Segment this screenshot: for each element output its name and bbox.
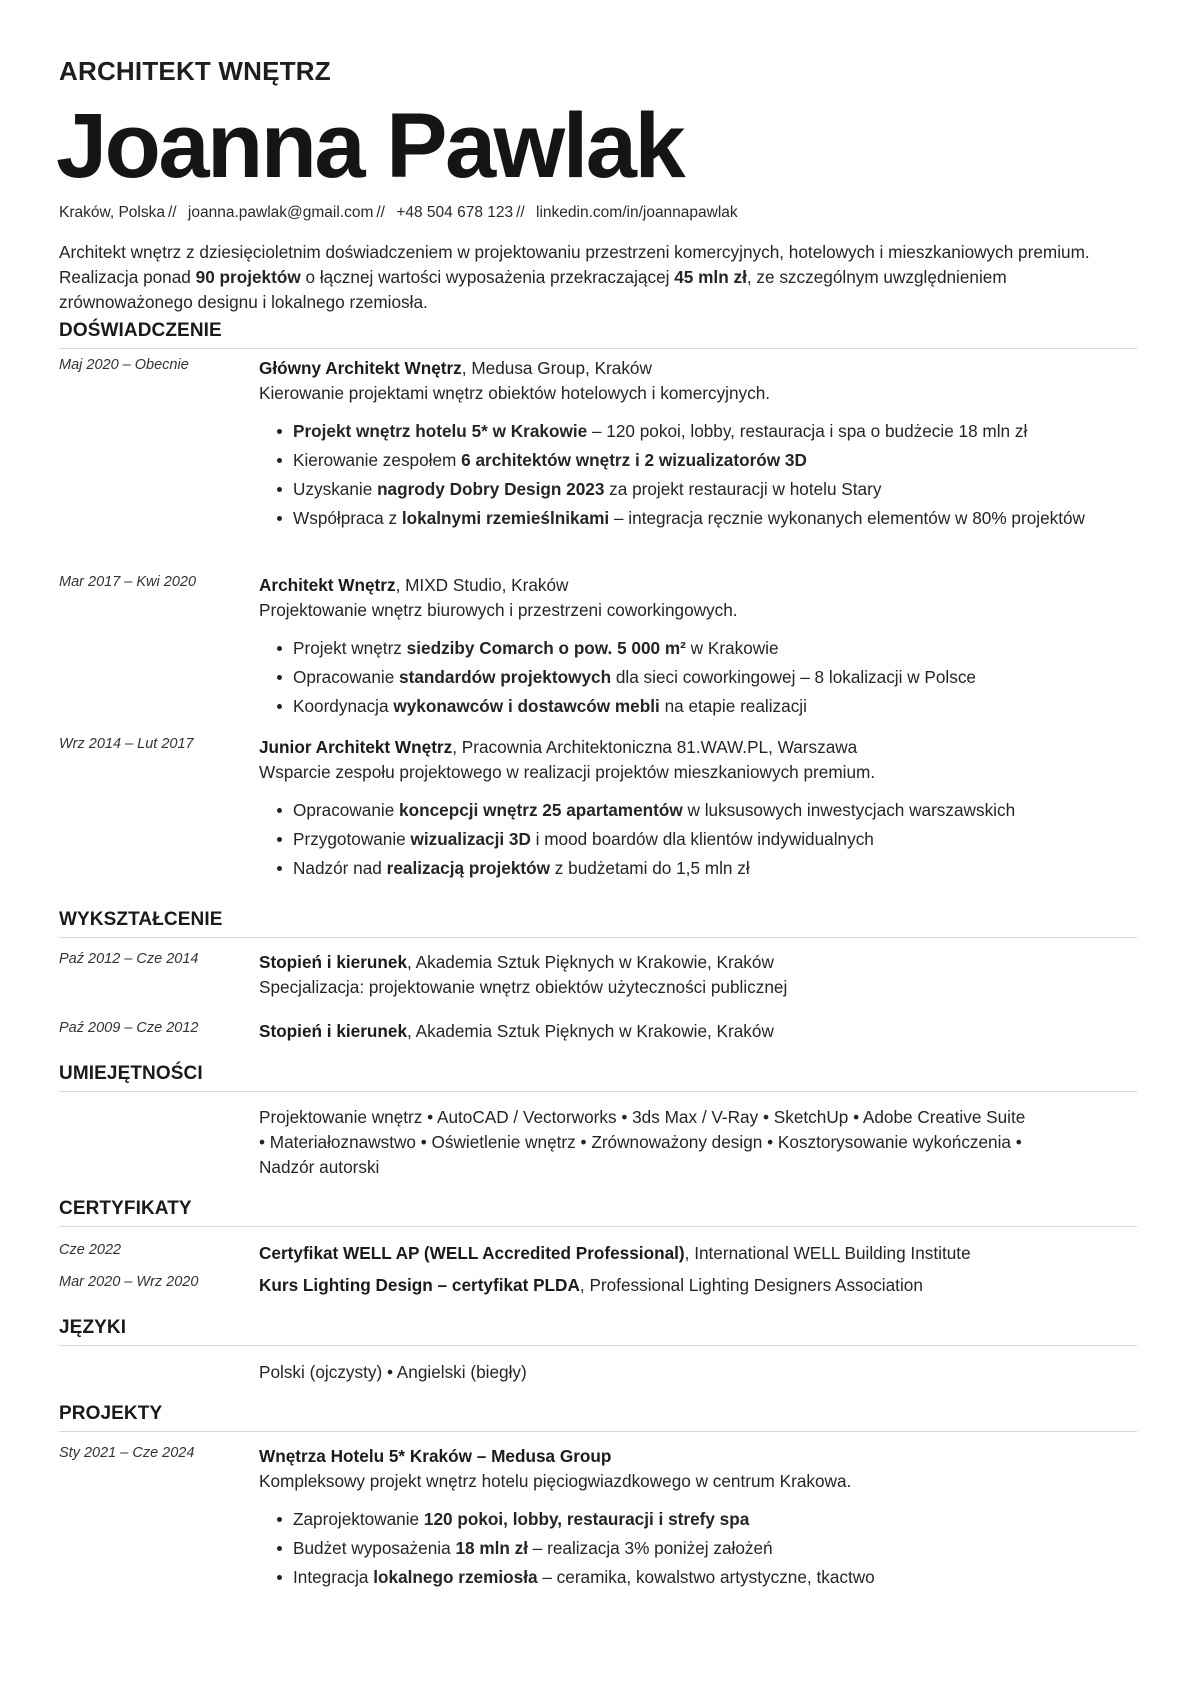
emphasis-text: 18 mln zł xyxy=(455,1538,529,1558)
entry-date: Wrz 2014 – Lut 2017 xyxy=(59,736,194,752)
contact-line xyxy=(59,204,738,222)
entry-date: Paź 2012 – Cze 2014 xyxy=(59,951,199,967)
contact-email[interactable]: joanna.pawlak@gmail.com xyxy=(187,204,374,221)
entry-date: Mar 2020 – Wrz 2020 xyxy=(59,1274,199,1290)
emphasis-text: 120 pokoi, lobby, restauracji i strefy spa xyxy=(423,1509,750,1529)
body-text: na etapie realizacji xyxy=(659,696,807,716)
bullet-item xyxy=(293,504,1137,533)
entry-bullets xyxy=(259,634,1137,721)
entry-date: Sty 2021 – Cze 2024 xyxy=(59,1445,195,1461)
entry-place: , Akademia Sztuk Pięknych w Krakowie, Kraków xyxy=(407,952,774,972)
body-text: Współpraca z xyxy=(293,508,402,528)
skills-line: • Materiałoznawstwo • Oświetlenie wnętrz • Zrównoważony design • Kosztorysowanie wykończenia • xyxy=(259,1132,1022,1152)
body-text: Opracowanie xyxy=(293,667,400,687)
body-text: i mood boardów dla klientów indywidualnych xyxy=(530,829,874,849)
entry-place: , MIXD Studio, Kraków xyxy=(395,575,569,595)
entry-bullets xyxy=(259,1505,1137,1592)
entry-description: Kierowanie projektami wnętrz obiektów hotelowych i komercyjnych. xyxy=(259,383,771,403)
section-heading-certificates: CERTYFIKATY xyxy=(59,1198,1137,1227)
section-heading-projects: PROJEKTY xyxy=(59,1403,1137,1432)
contact-separator: // xyxy=(516,204,525,221)
emphasis-text: koncepcji wnętrz 25 apartamentów xyxy=(399,800,683,820)
entry-body xyxy=(259,735,1137,883)
body-text: Nadzór nad xyxy=(293,858,387,878)
entry-place: , Professional Lighting Designers Association xyxy=(579,1275,923,1295)
entry-description: Wsparcie zespołu projektowego w realizacji projektów mieszkaniowych premium. xyxy=(259,762,876,782)
entry-body xyxy=(259,573,1137,721)
entry-role: Główny Architekt Wnętrz xyxy=(259,358,462,378)
entry-role: Stopień i kierunek xyxy=(259,952,408,972)
body-text: – integracja ręcznie wykonanych elementów w 80% projektów xyxy=(609,508,1085,528)
entry-title xyxy=(259,950,1137,975)
bullet-item xyxy=(293,796,1137,825)
body-text: – 120 pokoi, lobby, restauracja i spa o budżecie 18 mln zł xyxy=(587,421,1028,441)
body-text: Przygotowanie xyxy=(293,829,411,849)
contact-phone[interactable]: +48 504 678 123 xyxy=(396,204,514,221)
contact-linkedin[interactable]: linkedin.com/in/joannapawlak xyxy=(536,204,738,221)
section-heading-languages: JĘZYKI xyxy=(59,1317,1137,1346)
emphasis-text: Projekt wnętrz hotelu 5* w Krakowie xyxy=(293,421,588,441)
emphasis-text: wizualizacji 3D xyxy=(410,829,531,849)
entry-title xyxy=(259,1273,1137,1298)
contact-location: Kraków, Polska xyxy=(59,204,165,221)
entry-body xyxy=(259,1019,1137,1044)
entry-bullets xyxy=(259,796,1137,883)
entry-role: Junior Architekt Wnętrz xyxy=(259,737,453,757)
entry-place: , Pracownia Architektoniczna 81.WAW.PL, Warszawa xyxy=(452,737,858,757)
bullet-item xyxy=(293,825,1137,854)
section-heading-skills: UMIEJĘTNOŚCI xyxy=(59,1063,1137,1092)
entry-place: , International WELL Building Institute xyxy=(684,1243,971,1263)
entry-role: Wnętrza Hotelu 5* Kraków – Medusa Group xyxy=(259,1446,612,1466)
entry-date: Cze 2022 xyxy=(59,1242,122,1258)
bullet-item xyxy=(293,1534,1137,1563)
entry-role: Certyfikat WELL AP (WELL Accredited Professional) xyxy=(259,1243,685,1263)
body-text: Zaprojektowanie xyxy=(293,1509,424,1529)
skills-line: Projektowanie wnętrz • AutoCAD / Vectorworks • 3ds Max / V-Ray • SketchUp • Adobe Creative Suite xyxy=(259,1107,1026,1127)
emphasis-text: nagrody Dobry Design 2023 xyxy=(377,479,605,499)
skills-list xyxy=(259,1105,1137,1180)
emphasis-text: lokalnymi rzemieślnikami xyxy=(401,508,610,528)
body-text: , ze szczególnym uwzględnieniem zrównoważonego designu i lokalnego rzemiosła. xyxy=(59,267,1007,312)
entry-bullets xyxy=(259,417,1137,533)
section-heading-experience: DOŚWIADCZENIE xyxy=(59,320,1137,349)
entry-role: Architekt Wnętrz xyxy=(259,575,396,595)
body-text: o łącznej wartości wyposażenia przekraczającej xyxy=(300,267,675,287)
entry-date: Mar 2017 – Kwi 2020 xyxy=(59,574,197,590)
emphasis-text: lokalnego rzemiosła xyxy=(373,1567,538,1587)
emphasis-text: realizacją projektów xyxy=(386,858,550,878)
body-text: Architekt wnętrz z dziesięcioletnim doświadczeniem w projektowaniu przestrzeni komercyjnych, hotelowych i mieszkaniowych premium. Realizacja ponad xyxy=(59,242,1090,287)
entry-title xyxy=(259,573,1137,598)
languages-list: Polski (ojczysty) • Angielski (biegły) xyxy=(259,1362,527,1382)
entry-role: Stopień i kierunek xyxy=(259,1021,408,1041)
bullet-item xyxy=(293,446,1137,475)
body-text: – ceramika, kowalstwo artystyczne, tkactwo xyxy=(537,1567,875,1587)
body-text: Kierowanie zespołem xyxy=(293,450,462,470)
entry-date: Paź 2009 – Cze 2012 xyxy=(59,1020,199,1036)
entry-description: Kompleksowy projekt wnętrz hotelu pięciogwiazdkowego w centrum Krakowa. xyxy=(259,1471,852,1491)
bullet-item xyxy=(293,475,1137,504)
contact-separator: // xyxy=(167,204,177,221)
summary xyxy=(59,240,1137,315)
entry-body xyxy=(259,1241,1137,1266)
body-text: Uzyskanie xyxy=(293,479,378,499)
entry-place: , Akademia Sztuk Pięknych w Krakowie, Kraków xyxy=(407,1021,774,1041)
entry-title xyxy=(259,1241,1137,1266)
entry-body xyxy=(259,950,1137,1000)
entry-body xyxy=(259,356,1137,533)
skills-line: Nadzór autorski xyxy=(259,1157,380,1177)
entry-description: Specjalizacja: projektowanie wnętrz obiektów użyteczności publicznej xyxy=(259,977,788,997)
bullet-item xyxy=(293,854,1137,883)
emphasis-text: siedziby Comarch o pow. 5 000 m² xyxy=(406,638,686,658)
bullet-item xyxy=(293,1563,1137,1592)
section-heading-education: WYKSZTAŁCENIE xyxy=(59,909,1137,938)
bullet-item xyxy=(293,634,1137,663)
entry-role: Kurs Lighting Design – certyfikat PLDA xyxy=(259,1275,580,1295)
body-text: Projekt wnętrz xyxy=(293,638,407,658)
emphasis-text: 90 projektów xyxy=(195,267,301,287)
entry-place: , Medusa Group, Kraków xyxy=(461,358,652,378)
entry-title xyxy=(259,1019,1137,1044)
entry-description: Projektowanie wnętrz biurowych i przestrzeni coworkingowych. xyxy=(259,600,738,620)
entry-title xyxy=(259,735,1137,760)
emphasis-text: wykonawców i dostawców mebli xyxy=(393,696,660,716)
person-name: Joanna Pawlak xyxy=(56,95,684,197)
body-text: – realizacja 3% poniżej założeń xyxy=(528,1538,773,1558)
job-title: ARCHITEKT WNĘTRZ xyxy=(59,56,331,86)
emphasis-text: 6 architektów wnętrz i 2 wizualizatorów 3D xyxy=(461,450,807,470)
body-text: dla sieci coworkingowej – 8 lokalizacji w Polsce xyxy=(611,667,976,687)
body-text: za projekt restauracji w hotelu Stary xyxy=(604,479,882,499)
entry-date: Maj 2020 – Obecnie xyxy=(59,357,189,373)
bullet-item xyxy=(293,692,1137,721)
contact-separator: // xyxy=(376,204,385,221)
body-text: Opracowanie xyxy=(293,800,400,820)
body-text: Integracja xyxy=(293,1567,374,1587)
body-text: w luksusowych inwestycjach warszawskich xyxy=(682,800,1016,820)
entry-body xyxy=(259,1444,1137,1592)
entry-body xyxy=(259,1273,1137,1298)
entry-title xyxy=(259,356,1137,381)
body-text: Budżet wyposażenia xyxy=(293,1538,456,1558)
entry-title xyxy=(259,1444,1137,1469)
bullet-item xyxy=(293,1505,1137,1534)
body-text: w Krakowie xyxy=(685,638,779,658)
bullet-item xyxy=(293,663,1137,692)
bullet-item xyxy=(293,417,1137,446)
emphasis-text: standardów projektowych xyxy=(399,667,612,687)
emphasis-text: 45 mln zł xyxy=(674,267,747,287)
body-text: Koordynacja xyxy=(293,696,394,716)
body-text: z budżetami do 1,5 mln zł xyxy=(550,858,750,878)
